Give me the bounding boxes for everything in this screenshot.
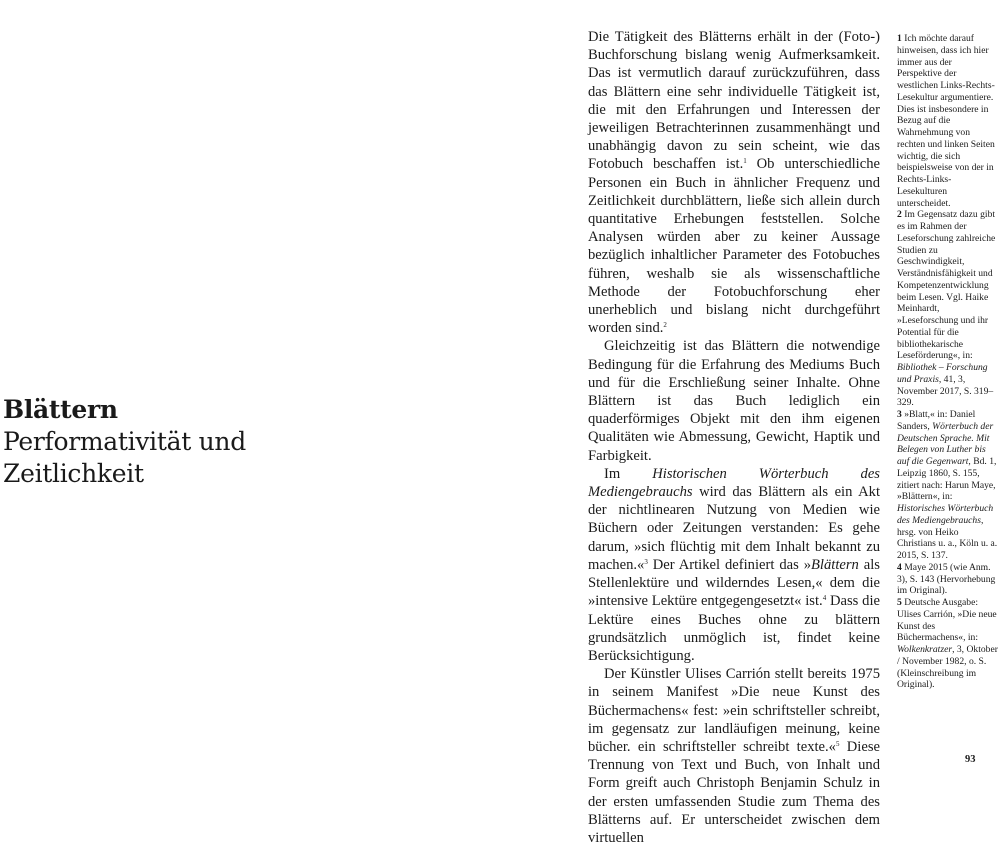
footnote-ref-2: 2 [663, 321, 667, 330]
footnote-4 [897, 562, 999, 597]
paragraph-3-italic: Historischen Wörterbuch des Mediengebrauchs [588, 465, 880, 501]
paragraph-4-text-a: Der Künstler Ulises Carrión stellt bereits 1975 in seinem Manifest »Die neue Kunst des Büchermachens« fest: »ein schriftsteller schreibt, im gegensatz zur landläufigen meinung, keine bücher. ein schriftsteller schreibt texte.« [588, 666, 880, 755]
footnote-text: Ich möchte darauf hinweisen, dass ich hier immer aus der Perspektive der westlichen Links-Rechts-Lesekultur argumentiere. Dies ist insbesondere in Bezug auf die Wahrnehmung von rechten und linken Seiten wichtig, die sich beispielsweise von der in Rechts-Links-Lesekulturen unterscheidet. [897, 33, 995, 209]
paragraph-3-text-a: Im [604, 465, 653, 482]
footnote-3 [897, 409, 999, 562]
footnote-1 [897, 33, 999, 209]
footnote-text: Im Gegensatz dazu gibt es im Rahmen der Leseforschung zahlreiche Studien zu Geschwindigkeit, Verständnisfähigkeit und Kompetenzentwicklung beim Lesen. Vgl. Haike Meinhardt, »Leseforschung und ihr Potential für die bibliothekarische Leseförderung«, in: [897, 209, 996, 362]
footnote-text: , 41, 3, November 2017, S. 319–329. [897, 373, 994, 409]
body-text-column [588, 28, 880, 847]
footnote-text: »Blatt,« in: Daniel Sanders, [897, 409, 976, 432]
footnote-text: Deutsche Ausgabe: Ulises Carrión, »Die neue Kunst des Büchermachens«, in: [897, 597, 997, 644]
footnote-5 [897, 597, 999, 691]
footnote-ref-1: 1 [743, 157, 747, 166]
footnotes-column [897, 33, 999, 691]
footnote-number: 5 [897, 597, 902, 608]
chapter-subtitle [3, 426, 303, 490]
footnote-number: 4 [897, 561, 902, 573]
footnote-italic: Wolkenkratzer [897, 644, 953, 655]
page-number: 93 [965, 754, 976, 765]
chapter-title-block [3, 394, 303, 490]
paragraph-3-text-c: Der Artikel definiert das » [647, 556, 812, 573]
footnote-number: 3 [897, 409, 902, 420]
paragraph-1-text-b: Ob unterschiedliche Personen ein Buch in ähnlicher Frequenz und Zeitlichkeit durchblättern, ließe sich allein durch quantitative Erhebungen feststellen. Solche Analysen würden aber zu keiner Aussage bezüglich inhaltlicher Parameter des Fotobuches führen, weshalb sie als wissenschaftliche Methode der Fotobuchforschung eher unerheblich und bislang nicht durchgeführt worden sind. [588, 156, 880, 337]
footnote-text: , 3, Oktober / November 1982, o. S. (Kleinschreibung im Original). [897, 644, 998, 691]
footnote-ref-5: 5 [835, 739, 840, 748]
footnote-ref-4: 4 [822, 594, 827, 603]
footnote-number: 2 [897, 209, 902, 221]
chapter-subtitle-line1: Performativität und [3, 427, 246, 456]
paragraph-3-text-b: wird das Blättern als ein Akt der nichtlinearen Nutzung von Medien wie Büchern oder Zeitungen verstanden: Es gehe darum, »sich flüchtig mit dem Inhalt bekannt zu machen.« [588, 484, 880, 573]
footnote-italic: Historisches Wörterbuch des Mediengebrauchs [897, 503, 994, 526]
chapter-title: Blättern [3, 395, 118, 424]
paragraph-4-text-b: Diese Trennung von Text und Buch, von Inhalt und Form greift auch Christoph Benjamin Schulz in der ersten umfassenden Studie zum Thema des Blätterns auf. Er unterscheidet zwischen dem virtuellen [588, 738, 880, 846]
chapter-subtitle-line2: Zeitlichkeit [3, 459, 144, 488]
paragraph-1-text: Die Tätigkeit des Blätterns erhält in der (Foto-) Buchforschung bislang wenig Aufmerksamkeit. Das ist vermutlich darauf zurückzuführen, dass das Blättern eine sehr individuelle Tätigkeit ist, die mit den Erfahrungen und Interessen der jeweiligen Betrachterinnen zusammenhängt und unabhängig davon zu sein scheint, wie das Fotobuch beschaffen ist. [588, 29, 880, 173]
paragraph-3-text-e: Dass die Lektüre eines Buches ohne zu blättern grundsätzlich unmöglich ist, findet keine Berücksichtigung. [588, 593, 880, 664]
paragraph-4 [588, 665, 880, 847]
paragraph-3-italic-2: Blättern [811, 556, 859, 573]
footnote-text: , Bd. 1, Leipzig 1860, S. 155, zitiert nach: Harun Maye, »Blättern«, in: [897, 456, 997, 503]
footnote-italic: Wörterbuch der Deutschen Sprache. Mit Belegen von Luther bis auf die Gegenwart [897, 420, 994, 467]
paragraph-2: Gleichzeitig ist das Blättern die notwendige Bedingung für die Erfahrung des Mediums Buch und für die Erschließung seiner Inhalte. Ohne Blättern ist das Buch lediglich ein quaderförmiges Objekt mit den ihm eigenen Qualitäten wie Abmessung, Gewicht, Haptik und Farbigkeit. [588, 338, 880, 464]
footnote-text: Maye 2015 (wie Anm. 3), S. 143 (Hervorhebung im Original). [897, 561, 996, 597]
footnote-italic: Bibliothek – Forschung und Praxis [897, 362, 988, 385]
paragraph-3-text-d: als Stellenlektüre und wilderndes Lesen,« dem die »intensive Lektüre entgegengesetzt« ist. [588, 556, 880, 610]
paragraph-1 [588, 28, 880, 337]
footnote-2 [897, 209, 999, 409]
footnote-text: , hrsg. von Heiko Christians u. a., Köln u. a. 2015, S. 137. [897, 514, 998, 561]
footnote-number: 1 [897, 33, 902, 44]
footnote-ref-3: 3 [644, 557, 648, 566]
paragraph-3 [588, 465, 880, 665]
